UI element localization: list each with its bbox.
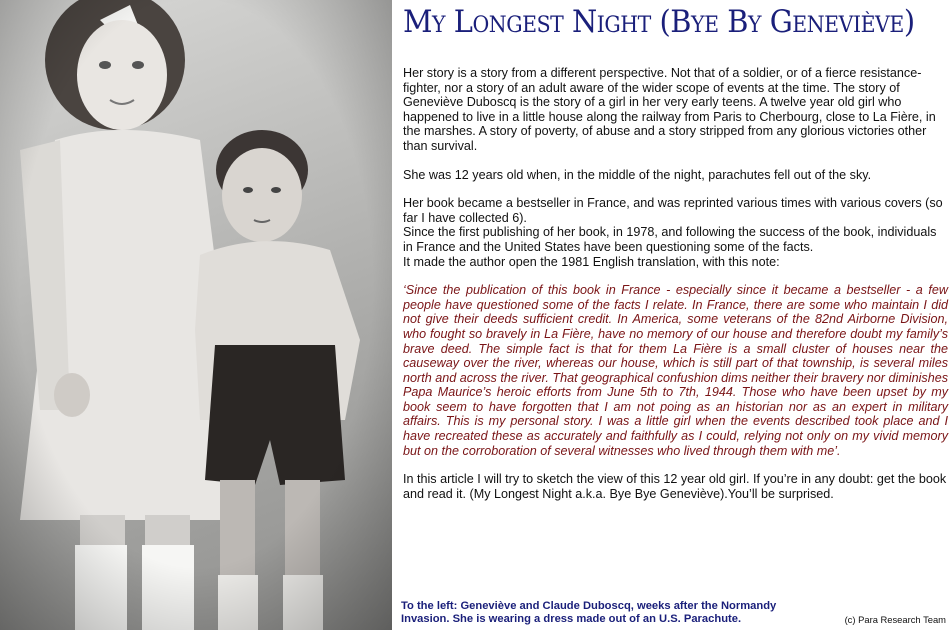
article-header (403, 4, 948, 40)
caption-line: To the left: Geneviève and Claude Duboscq, weeks after the Normandy (401, 600, 777, 612)
author-quote: ‘Since the publication of this book in France - especially since it became a bestseller - a few people have questioned some of the facts I relate. In France, there are some who maintain I did not give their deeds sufficient credit. In America, some veterans of the 82nd Airborne Division, who fought so bravely in La Fière, have no memory of our house and therefore doubt my family’s brave deed. The simple fact is that for them La Fière is a small cluster of houses near the causeway over the river, whereas our house, which is still part of that township, is several miles north and across the river. That geographical confushion dims neither their bravery nor diminishes Papa Maurice’s heroic efforts from June 5th to 7th, 1944. Those who have been upset by my book seem to have forgotten that I am not poing as an historian nor as an expert in military affairs. This is my personal story. I was a little girl when the events described took place and I have recreated these as accurately and faithfully as I could, relying not only on my vivid memory but on the corroboration of several witnesses who lived through them with me’. (403, 283, 948, 458)
children-photo-icon (0, 0, 392, 630)
paragraph-questioning: Since the first publishing of her book, in 1978, and following the success of the book, individuals in France and the United States have been questioning some of the facts. (403, 225, 937, 254)
paragraph-note-intro: It made the author open the 1981 English translation, with this note: (403, 254, 780, 269)
caption-line: Invasion. She is wearing a dress made out of an U.S. Parachute. (401, 613, 742, 625)
paragraph-bestseller: Her book became a bestseller in France, and was reprinted various times with various covers (so far I have collected 6). (403, 196, 943, 225)
copyright-notice: (c) Para Research Team (844, 614, 946, 625)
photo-caption (401, 600, 801, 626)
paragraph-closing: In this article I will try to sketch the view of this 12 year old girl. If you’re in any doubt: get the book and read it. (My Longest Night a.k.a. Bye Bye Geneviève).You’ll be surprised. (403, 472, 947, 501)
page-title: My Longest Night (Bye By Geneviève) (403, 4, 915, 40)
paragraph-parachutes: She was 12 years old when, in the middle of the night, parachutes fell out of the sky. (403, 167, 872, 182)
vintage-photo (0, 0, 392, 630)
article-body (403, 66, 948, 515)
paragraph-intro: Her story is a story from a different perspective. Not that of a soldier, or of a fierce resistance-fighter, nor a story of an adult aware of the wider scope of events at the time. The story of Geneviève Duboscq is the story of a girl in her very early teens. A twelve year old girl who happened to live in a little house along the railway from Paris to Cherbourg, close to La Fière, in the marshes. A story of poverty, of abuse and a story stripped from any glorious victories other than survival. (403, 66, 936, 153)
